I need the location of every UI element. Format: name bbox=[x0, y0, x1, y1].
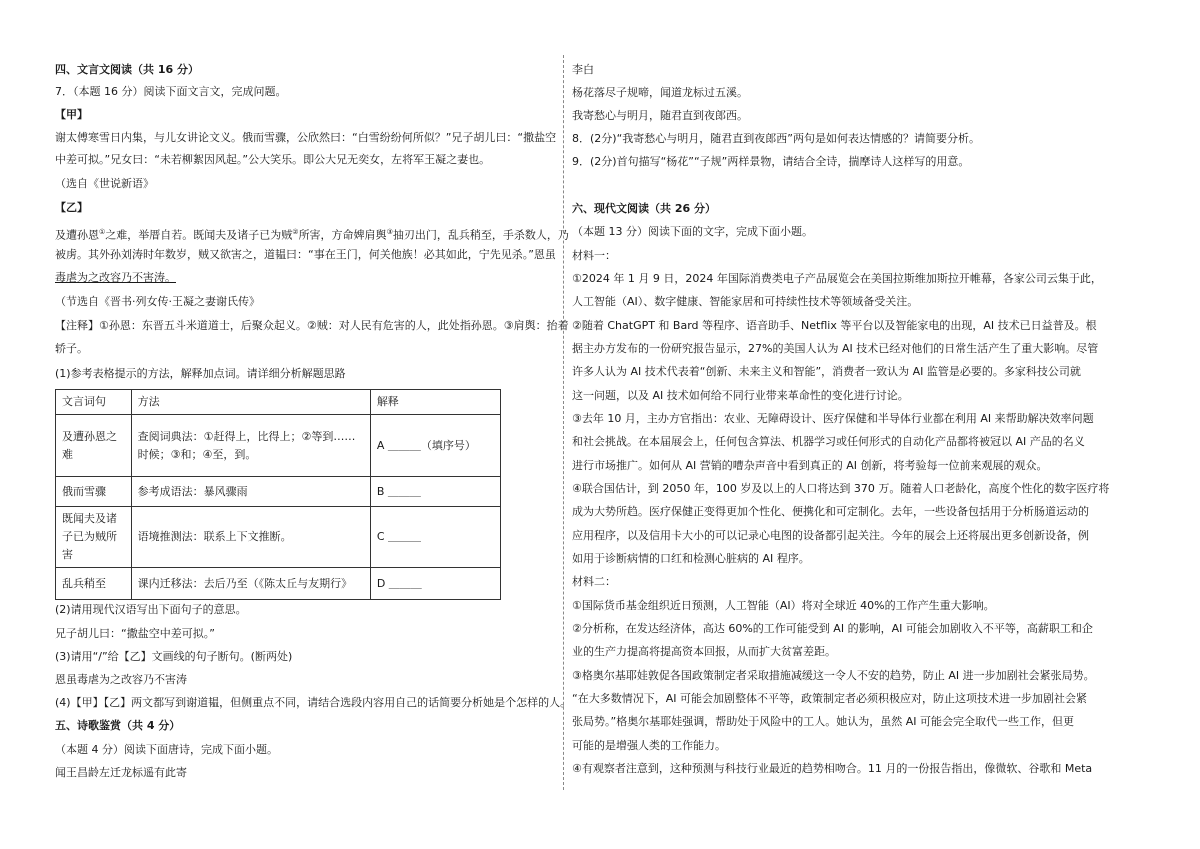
material-1-line: 进行市场推广。如何从 AI 营销的嘈杂声音中看到真正的 AI 创新，将考验每一位前来观展的观众。 bbox=[572, 459, 1048, 472]
poem-title: 闻王昌龄左迁龙标遥有此寄 bbox=[55, 766, 187, 779]
table-cell: 乱兵稍至 bbox=[56, 568, 132, 600]
material-1-line: ③去年 10 月，主办方官指出：农业、无障碍设计、医疗保健和半导体行业都在利用 AI 来帮助解决效率问题 bbox=[572, 412, 1094, 425]
passage-yi-source: （节选自《晋书·列女传·王凝之妻谢氏传》 bbox=[55, 295, 260, 308]
table-cell: 查阅词典法：①赶得上，比得上；②等到……时候；③和；④至，到。 bbox=[131, 415, 370, 477]
answer-blank[interactable]: C ＿＿＿ bbox=[370, 507, 500, 568]
material-1-line: ①2024 年 1 月 9 日，2024 年国际消费类电子产品展览会在美国拉斯维加斯拉开帷幕，各家公司云集于此， bbox=[572, 272, 1102, 285]
material-2-label: 材料二： bbox=[572, 575, 616, 588]
material-2-line: “在大多数情况下，AI 可能会加剧整体不平等，政策制定者必须积极应对，防止这项技术进一步加剧社会紧 bbox=[572, 692, 1087, 705]
passage-yi-line-2: 被虏。其外孙刘涛时年数岁，贼又欲害之，道韫曰：“事在王门，何关他族！必其如此，宁先见杀。”恩虽 bbox=[55, 248, 556, 261]
section-4-title: 四、文言文阅读（共 16 分） bbox=[55, 63, 199, 76]
material-2-line: 业的生产力提高将提高资本回报，从而扩大贫富差距。 bbox=[572, 645, 836, 658]
table-header: 文言词句 bbox=[56, 390, 132, 415]
table-cell: 俄而雪骤 bbox=[56, 477, 132, 507]
material-1-label: 材料一： bbox=[572, 249, 616, 262]
material-2-line: ③格奥尔基耶娃敦促各国政策制定者采取措施减缓这一令人不安的趋势，防止 AI 进一步加剧社会紧张局势。 bbox=[572, 669, 1095, 682]
column-divider bbox=[563, 55, 565, 790]
poem-author: 李白 bbox=[572, 63, 594, 76]
sub-question-4: (4)【甲】【乙】两文都写到谢道韫，但侧重点不同，请结合选段内容用自己的话简要分析她是个怎样的人。 bbox=[55, 696, 572, 709]
table-header: 解释 bbox=[370, 390, 500, 415]
section-5-title: 五、诗歌鉴赏（共 4 分） bbox=[55, 719, 181, 732]
poem-line-1: 杨花落尽子规啼，闻道龙标过五溪。 bbox=[572, 86, 748, 99]
sub-question-3-sentence: 恩虽毒虐为之改容乃不害涛 bbox=[55, 673, 187, 686]
material-1-line: ④联合国估计，到 2050 年，100 岁及以上的人口将达到 370 万。随着人口老龄化，高度个性化的数字医疗将 bbox=[572, 482, 1110, 495]
table-cell: 语境推测法：联系上下文推断。 bbox=[131, 507, 370, 568]
material-1-line: 据主办方发布的一份研究报告显示，27%的美国人认为 AI 技术已经对他们的日常生活产生了重大影响。尽管 bbox=[572, 342, 1099, 355]
passage-jia-source: （选自《世说新语》 bbox=[55, 177, 154, 190]
sub-question-3: (3)请用“/”给【乙】文画线的句子断句。(断两处) bbox=[55, 650, 293, 663]
material-1-line: 和社会挑战。在本届展会上，任何包含算法、机器学习或任何形式的自动化产品都将被冠以 AI 产品的名义 bbox=[572, 435, 1085, 448]
section-6-title: 六、现代文阅读（共 26 分） bbox=[572, 202, 716, 215]
question-7-intro: 7．（本题 16 分）阅读下面文言文，完成问题。 bbox=[55, 85, 287, 98]
material-2-line: ②分析称，在发达经济体，高达 60%的工作可能受到 AI 的影响，AI 可能会加剧收入不平等，高薪职工和企 bbox=[572, 622, 1093, 635]
table-row bbox=[56, 568, 501, 600]
table-cell: 既闻夫及诸子已为贼所害 bbox=[56, 507, 132, 568]
method-table bbox=[55, 389, 501, 600]
passage-jia-line-2: 中差可拟。”兄女曰：“未若柳絮因风起。”公大笑乐。即公大兄无奕女，左将军王凝之妻也。 bbox=[55, 153, 491, 166]
passage-yi-line-1: 及遭孙恩①之难，举厝自若。既闻夫及诸子已为贼②所害，方命婢肩舆③抽刃出门，乱兵稍至，手杀数人，乃 bbox=[55, 228, 569, 242]
material-1-line: ②随着 ChatGPT 和 Bard 等程序、语音助手、Netflix 等平台以及智能家电的出现，AI 技术已日益普及。根 bbox=[572, 319, 1097, 332]
table-row bbox=[56, 415, 501, 477]
table-cell: 及遭孙恩之难 bbox=[56, 415, 132, 477]
table-row bbox=[56, 507, 501, 568]
table-cell: 参考成语法：暴风骤雨 bbox=[131, 477, 370, 507]
notes-line-1: 【注释】①孙恩：东晋五斗米道道士，后聚众起义。②贼：对人民有危害的人，此处指孙恩。③肩舆：抬着 bbox=[55, 319, 569, 332]
question-8: 8．(2分)“我寄愁心与明月，随君直到夜郎西”两句是如何表达情感的？请简要分析。 bbox=[572, 132, 980, 145]
material-2-line: ④有观察者注意到，这种预测与科技行业最近的趋势相吻合。11 月的一份报告指出，像微软、谷歌和 Meta bbox=[572, 762, 1093, 775]
answer-blank[interactable]: B ＿＿＿ bbox=[370, 477, 500, 507]
material-1-line: 许多人认为 AI 技术代表着“创新、未来主义和智能”，消费者一致认为 AI 监管是必要的。多家科技公司就 bbox=[572, 365, 1081, 378]
question-8-intro: （本题 4 分）阅读下面唐诗，完成下面小题。 bbox=[55, 743, 278, 756]
question-9: 9．(2分)首句描写“杨花”“子规”两样景物，请结合全诗，揣摩诗人这样写的用意。 bbox=[572, 155, 970, 168]
table-header-row bbox=[56, 390, 501, 415]
material-1-line: 这一问题，以及 AI 技术如何给不同行业带来革命性的变化进行讨论。 bbox=[572, 389, 909, 402]
table-cell: 课内迁移法：去后乃至（《陈太丘与友期行》 bbox=[131, 568, 370, 600]
sub-question-1: (1)参考表格提示的方法，解释加点词。请详细分析解题思路 bbox=[55, 367, 346, 380]
section-6-intro: （本题 13 分）阅读下面的文字，完成下面小题。 bbox=[572, 225, 813, 238]
passage-jia-line-1: 谢太傅寒雪日内集，与儿女讲论文义。俄而雪骤，公欣然曰：“白雪纷纷何所似？”兄子胡儿曰：“撒盐空 bbox=[55, 131, 557, 144]
poem-line-2: 我寄愁心与明月，随君直到夜郎西。 bbox=[572, 109, 748, 122]
material-2-line: 张局势。”格奥尔基耶娃强调，帮助处于风险中的工人。她认为，虽然 AI 可能会完全取代一些工作，但更 bbox=[572, 715, 1074, 728]
passage-yi-line-3: 毒虐为之改容乃不害涛。 bbox=[55, 271, 176, 284]
sub-question-2: (2)请用现代汉语写出下面句子的意思。 bbox=[55, 603, 247, 616]
table-row bbox=[56, 477, 501, 507]
answer-blank[interactable]: A ＿＿＿（填序号） bbox=[370, 415, 500, 477]
material-2-line: 可能的是增强人类的工作能力。 bbox=[572, 739, 726, 752]
material-2-line: ①国际货币基金组织近日预测，人工智能（AI）将对全球近 40%的工作产生重大影响。 bbox=[572, 599, 995, 612]
table-header: 方法 bbox=[131, 390, 370, 415]
passage-jia-label: 【甲】 bbox=[55, 108, 88, 121]
notes-line-2: 轿子。 bbox=[55, 342, 88, 355]
passage-yi-label: 【乙】 bbox=[55, 201, 88, 214]
answer-blank[interactable]: D ＿＿＿ bbox=[370, 568, 500, 600]
material-1-line: 如用于诊断病情的口红和检测心脏病的 AI 程序。 bbox=[572, 552, 810, 565]
material-1-line: 应用程序，以及信用卡大小的可以记录心电图的设备都引起关注。今年的展会上还将展出更多创新设备，例 bbox=[572, 529, 1089, 542]
material-1-line: 成为大势所趋。医疗保健正变得更加个性化、便携化和可定制化。去年，一些设备包括用于分析肠道运动的 bbox=[572, 505, 1089, 518]
material-1-line: 人工智能（AI）、数字健康、智能家居和可持续性技术等领域备受关注。 bbox=[572, 295, 919, 308]
sub-question-2-sentence: 兄子胡儿曰：“撒盐空中差可拟。” bbox=[55, 627, 215, 640]
